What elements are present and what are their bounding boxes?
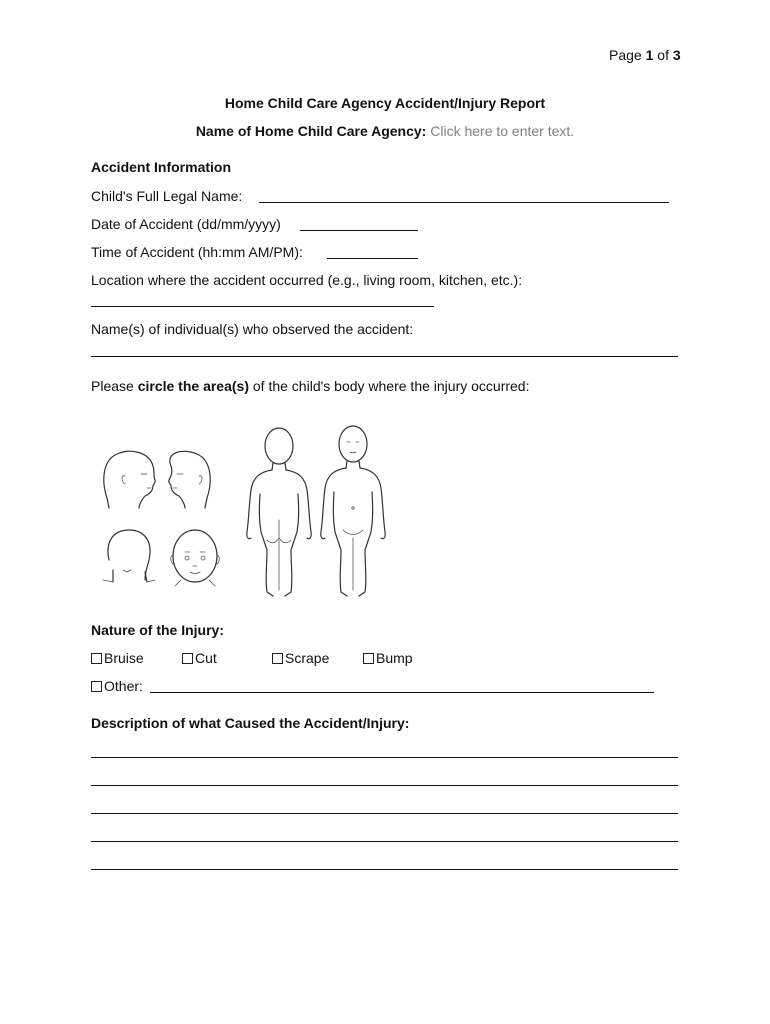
head-left-profile[interactable] (104, 451, 155, 508)
date-label: Date of Accident (dd/mm/yyyy) (91, 216, 281, 232)
description-line-3[interactable] (91, 813, 678, 814)
other-field[interactable] (150, 692, 654, 693)
body-back[interactable] (247, 428, 311, 596)
option-bruise[interactable]: Bruise (91, 650, 144, 666)
option-scrape[interactable]: Scrape (272, 650, 329, 666)
total-pages: 3 (672, 47, 681, 63)
accident-info-heading: Accident Information (91, 159, 232, 175)
observers-field[interactable] (91, 356, 678, 357)
checkbox-scrape[interactable] (272, 653, 283, 664)
checkbox-other[interactable] (91, 681, 102, 692)
body-front[interactable] (321, 426, 385, 596)
page-indicator: Page 1 of 3 (609, 47, 681, 63)
body-diagram[interactable] (95, 420, 400, 605)
date-field[interactable] (300, 230, 418, 231)
option-bump[interactable]: Bump (363, 650, 413, 666)
current-page: 1 (645, 47, 654, 63)
location-label: Location where the accident occurred (e.g., living room, kitchen, etc.): (91, 272, 523, 288)
description-line-2[interactable] (91, 785, 678, 786)
description-heading: Description of what Caused the Accident/Injury: (91, 715, 410, 731)
time-field[interactable] (327, 258, 418, 259)
checkbox-cut[interactable] (182, 653, 193, 664)
head-back[interactable] (103, 530, 155, 582)
time-label: Time of Accident (hh:mm AM/PM): (91, 244, 303, 260)
agency-input[interactable]: Click here to enter text. (430, 123, 575, 139)
head-right-profile[interactable] (169, 451, 210, 508)
location-field[interactable] (91, 306, 434, 307)
agency-row (0, 123, 770, 139)
checkbox-bruise[interactable] (91, 653, 102, 664)
nature-heading: Nature of the Injury: (91, 622, 225, 638)
description-line-5[interactable] (91, 869, 678, 870)
observers-label: Name(s) of individual(s) who observed the accident: (91, 321, 414, 337)
description-line-4[interactable] (91, 841, 678, 842)
body-instruction: Please circle the area(s) of the child's body where the injury occurred: (91, 378, 530, 394)
checkbox-bump[interactable] (363, 653, 374, 664)
description-line-1[interactable] (91, 757, 678, 758)
child-name-field[interactable] (259, 202, 669, 203)
child-name-label: Child's Full Legal Name: (91, 188, 243, 204)
option-cut[interactable]: Cut (182, 650, 217, 666)
option-other[interactable]: Other: (91, 678, 143, 694)
agency-label: Name of Home Child Care Agency: (195, 123, 427, 139)
head-front[interactable] (171, 530, 220, 586)
report-title: Home Child Care Agency Accident/Injury Report (224, 95, 546, 111)
